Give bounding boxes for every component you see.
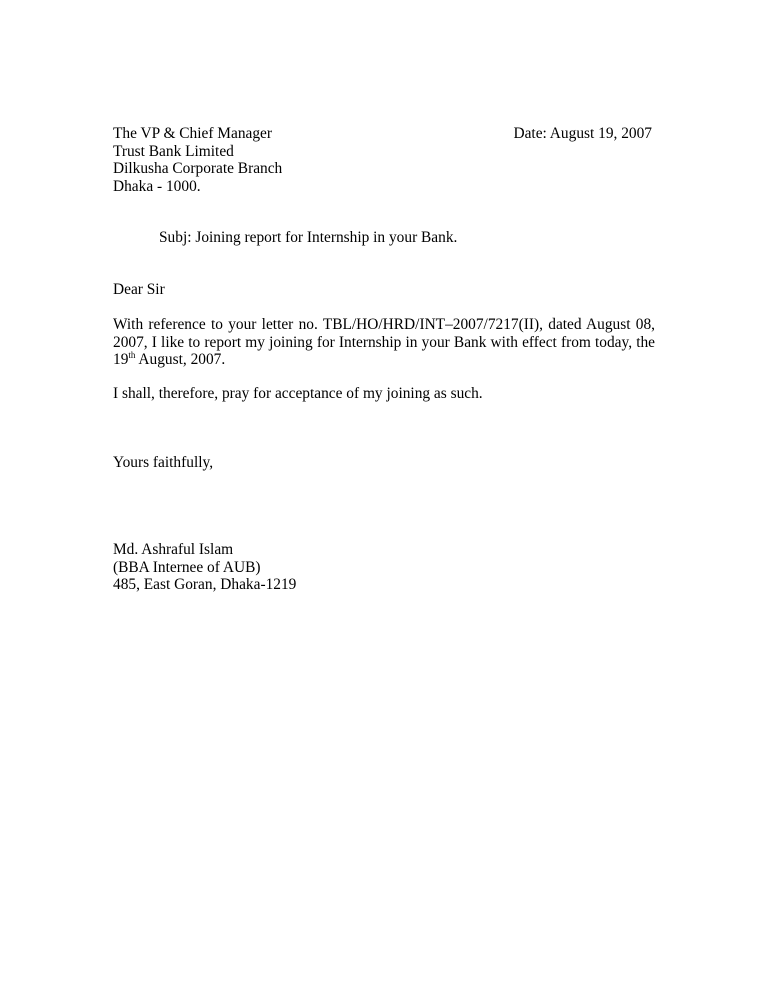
ordinal-suffix: th bbox=[128, 350, 136, 361]
recipient-address-block bbox=[113, 125, 413, 195]
recipient-title: The VP & Chief Manager bbox=[113, 125, 273, 142]
sender-signature-block bbox=[113, 541, 296, 594]
joining-month-year: August, 2007. bbox=[135, 351, 226, 369]
sender-address: 485, East Goran, Dhaka-1219 bbox=[113, 576, 297, 594]
letter-date: Date: August 19, 2007 bbox=[513, 125, 652, 142]
recipient-organization: Trust Bank Limited bbox=[113, 142, 234, 160]
recipient-branch: Dilkusha Corporate Branch bbox=[113, 160, 283, 178]
sender-designation: (BBA Internee of AUB) bbox=[113, 558, 261, 576]
body-line: With reference to your letter no. TBL/HO/HRD/INT–2007/7217(II), dated August 08, bbox=[113, 316, 655, 333]
body-line bbox=[113, 351, 655, 369]
recipient-city: Dhaka - 1000. bbox=[113, 177, 201, 195]
letter-salutation: Dear Sir bbox=[113, 281, 165, 298]
joining-day: 19 bbox=[113, 351, 129, 369]
letter-closing-paragraph: I shall, therefore, pray for acceptance of my joining as such. bbox=[113, 385, 483, 402]
letter-body-paragraph bbox=[113, 316, 655, 369]
letter-valediction: Yours faithfully, bbox=[113, 454, 214, 471]
body-line: 2007, I like to report my joining for Internship in your Bank with effect from today, the bbox=[113, 333, 655, 351]
sender-name: Md. Ashraful Islam bbox=[113, 541, 234, 558]
letter-subject: Subj: Joining report for Internship in your Bank. bbox=[159, 229, 458, 246]
